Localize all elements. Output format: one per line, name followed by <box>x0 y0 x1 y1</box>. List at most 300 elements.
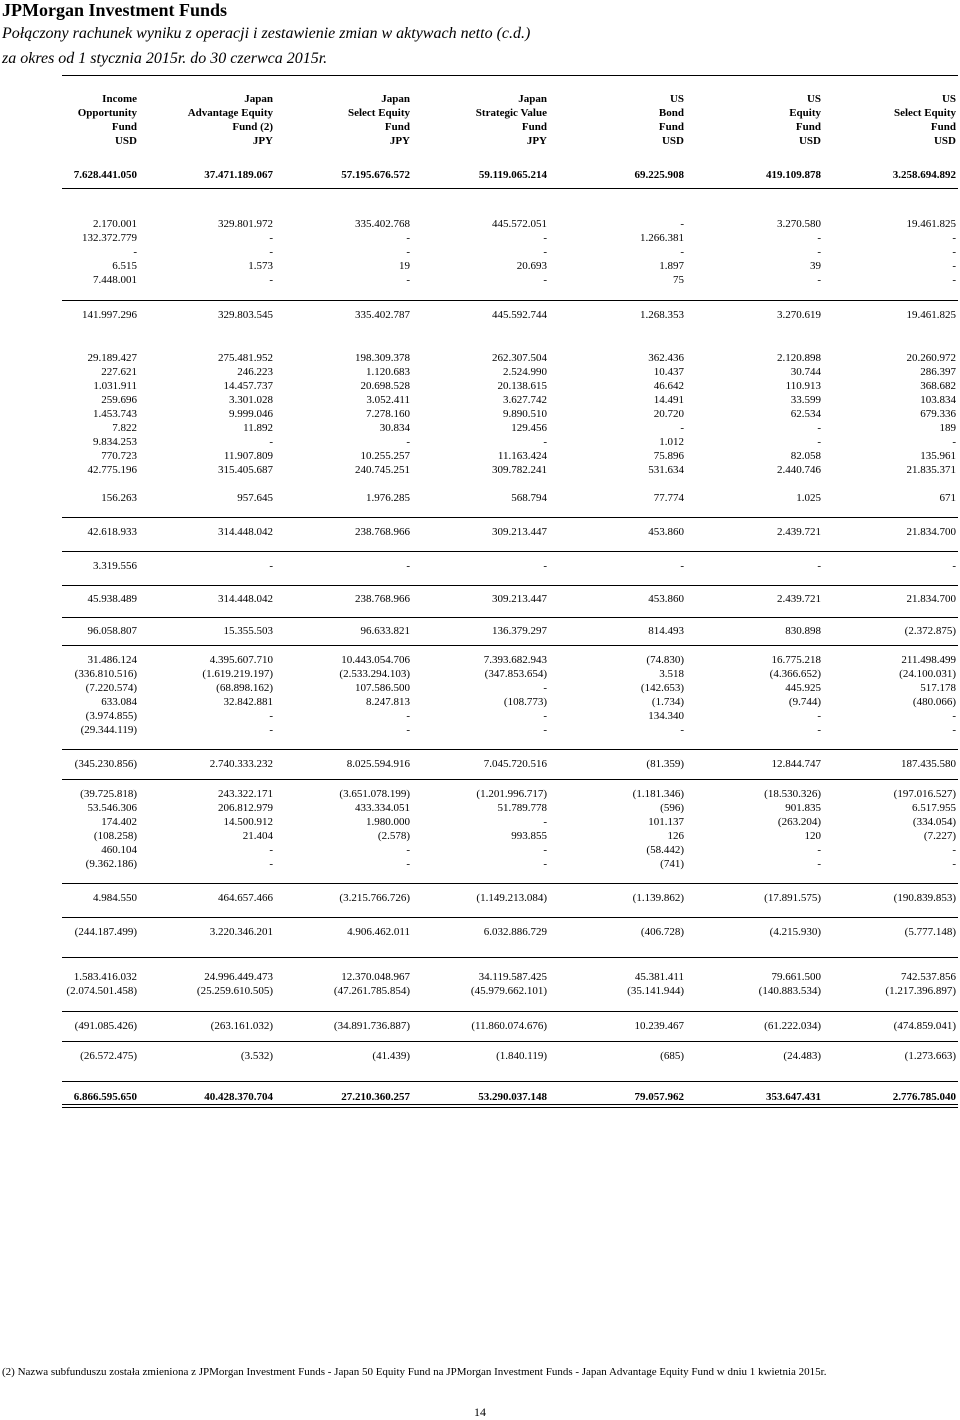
table-cell: - <box>817 844 821 856</box>
table-cell: 531.634 <box>648 464 684 476</box>
table-cell: - <box>543 274 547 286</box>
table-cell: 59.119.065.214 <box>478 169 547 181</box>
table-row <box>0 891 960 905</box>
column-header <box>711 92 821 148</box>
table-cell: 9.999.046 <box>229 408 273 420</box>
table-cell: (4.366.652) <box>769 668 821 680</box>
section-rule <box>62 188 958 189</box>
table-cell: 445.925 <box>785 682 821 694</box>
table-cell: 135.961 <box>920 450 956 462</box>
table-cell: 79.057.962 <box>634 1091 684 1103</box>
table-row <box>0 815 960 829</box>
table-cell: 7.045.720.516 <box>483 758 547 770</box>
table-cell: 136.379.297 <box>492 625 547 637</box>
table-cell: - <box>406 246 410 258</box>
table-cell: (35.141.944) <box>627 985 684 997</box>
table-cell: 464.657.466 <box>218 892 273 904</box>
table-cell: (9.362.186) <box>85 858 137 870</box>
table-cell: 445.572.051 <box>492 218 547 230</box>
table-row <box>0 843 960 857</box>
section-rule <box>62 779 958 780</box>
table-cell: 10.437 <box>653 366 684 378</box>
table-cell: (1.181.346) <box>632 788 684 800</box>
column-header-line: JPY <box>389 135 410 147</box>
table-cell: - <box>269 724 273 736</box>
table-cell: 77.774 <box>653 492 684 504</box>
table-cell: - <box>543 560 547 572</box>
table-row <box>0 379 960 393</box>
table-cell: 12.370.048.967 <box>341 971 410 983</box>
table-cell: 329.801.972 <box>218 218 273 230</box>
table-cell: 11.892 <box>243 422 273 434</box>
table-cell: 238.768.966 <box>355 526 410 538</box>
table-cell: 132.372.779 <box>82 232 137 244</box>
table-cell: 1.453.743 <box>93 408 137 420</box>
table-cell: 6.515 <box>112 260 137 272</box>
table-cell: 453.860 <box>648 593 684 605</box>
table-cell: - <box>543 858 547 870</box>
table-cell: (1.734) <box>651 696 684 708</box>
table-cell: (142.653) <box>640 682 684 694</box>
table-cell: - <box>406 710 410 722</box>
table-cell: (3.215.766.726) <box>339 892 410 904</box>
table-cell: 2.170.001 <box>93 218 137 230</box>
table-cell: 568.794 <box>511 492 547 504</box>
table-cell: (480.066) <box>912 696 956 708</box>
table-cell: (741) <box>660 858 684 870</box>
table-cell: (474.859.041) <box>893 1020 956 1032</box>
table-cell: - <box>952 844 956 856</box>
table-cell: 517.178 <box>920 682 956 694</box>
table-cell: - <box>543 246 547 258</box>
table-cell: (1.273.663) <box>904 1050 956 1062</box>
table-cell: 7.448.001 <box>93 274 137 286</box>
table-cell: (61.222.034) <box>764 1020 821 1032</box>
table-cell: 96.058.807 <box>87 625 137 637</box>
table-cell: 14.491 <box>653 394 684 406</box>
table-cell: - <box>952 246 956 258</box>
table-cell: 2.524.990 <box>503 366 547 378</box>
table-cell: 16.775.218 <box>771 654 821 666</box>
table-row <box>0 970 960 984</box>
column-header-line: USD <box>933 135 956 147</box>
table-cell: 187.435.580 <box>901 758 956 770</box>
table-row <box>0 787 960 801</box>
table-cell: 24.996.449.473 <box>204 971 273 983</box>
table-cell: - <box>680 422 684 434</box>
table-cell: 40.428.370.704 <box>204 1091 273 1103</box>
table-cell: 275.481.952 <box>218 352 273 364</box>
column-header-line: Japan <box>244 93 273 105</box>
table-row <box>0 559 960 573</box>
table-cell: 12.844.747 <box>771 758 821 770</box>
table-cell: 3.052.411 <box>366 394 410 406</box>
table-cell: (5.777.148) <box>904 926 956 938</box>
column-header-line: US <box>669 93 684 105</box>
table-cell: 11.907.809 <box>223 450 273 462</box>
table-cell: (26.572.475) <box>80 1050 137 1062</box>
table-cell: 30.744 <box>790 366 821 378</box>
table-cell: - <box>952 274 956 286</box>
report-period: za okres od 1 stycznia 2015r. do 30 czerwca 2015r. <box>2 50 328 67</box>
table-cell: 3.518 <box>659 668 684 680</box>
table-cell: 240.745.251 <box>355 464 410 476</box>
table-row <box>0 435 960 449</box>
table-cell: 1.120.683 <box>366 366 410 378</box>
report-title: Połączony rachunek wyniku z operacji i zestawienie zmian w aktywach netto (c.d.) <box>2 25 531 42</box>
table-cell: 134.340 <box>648 710 684 722</box>
table-cell: 1.025 <box>796 492 821 504</box>
table-cell: (18.530.326) <box>764 788 821 800</box>
table-cell: 8.025.594.916 <box>346 758 410 770</box>
column-header-line: Bond <box>658 107 684 119</box>
table-cell: 27.210.360.257 <box>341 1091 410 1103</box>
table-cell: (29.344.119) <box>80 724 137 736</box>
table-cell: 3.627.742 <box>503 394 547 406</box>
table-cell: (39.725.818) <box>80 788 137 800</box>
table-cell: 243.322.171 <box>218 788 273 800</box>
company-title: JPMorgan Investment Funds <box>2 0 228 20</box>
table-cell: - <box>680 724 684 736</box>
section-rule <box>62 585 958 586</box>
table-cell: - <box>817 232 821 244</box>
table-cell: (197.016.527) <box>893 788 956 800</box>
column-header-line: Fund <box>930 121 956 133</box>
table-cell: (263.161.032) <box>210 1020 273 1032</box>
column-header-line: Fund <box>111 121 137 133</box>
table-cell: - <box>543 710 547 722</box>
table-cell: - <box>543 232 547 244</box>
table-cell: (406.728) <box>640 926 684 938</box>
table-cell: 75 <box>673 274 684 286</box>
table-cell: 10.239.467 <box>634 1020 684 1032</box>
table-cell: 309.213.447 <box>492 593 547 605</box>
table-row <box>0 421 960 435</box>
table-cell: (24.483) <box>783 1050 821 1062</box>
header-rule <box>62 75 958 76</box>
table-cell: 6.517.955 <box>912 802 956 814</box>
table-cell: 21.834.700 <box>906 526 956 538</box>
table-cell: (17.891.575) <box>764 892 821 904</box>
table-cell: 46.642 <box>653 380 684 392</box>
table-cell: (11.860.074.676) <box>471 1020 547 1032</box>
table-cell: 110.913 <box>785 380 821 392</box>
table-cell: 901.835 <box>785 802 821 814</box>
table-cell: (34.891.736.887) <box>333 1020 410 1032</box>
table-cell: 671 <box>939 492 956 504</box>
table-cell: (108.258) <box>93 830 137 842</box>
table-cell: 433.334.051 <box>355 802 410 814</box>
table-cell: - <box>952 724 956 736</box>
table-cell: 445.592.744 <box>492 309 547 321</box>
table-cell: - <box>817 274 821 286</box>
table-cell: (24.100.031) <box>899 668 956 680</box>
table-cell: 1.583.416.032 <box>73 971 137 983</box>
table-cell: 993.855 <box>511 830 547 842</box>
table-cell: - <box>543 682 547 694</box>
table-cell: - <box>680 560 684 572</box>
table-cell: 211.498.499 <box>901 654 956 666</box>
table-cell: 1.980.000 <box>366 816 410 828</box>
table-cell: 11.163.424 <box>497 450 547 462</box>
table-cell: 6.866.595.650 <box>73 1091 137 1103</box>
table-cell: 33.599 <box>790 394 821 406</box>
table-cell: - <box>406 724 410 736</box>
table-cell: - <box>817 724 821 736</box>
table-row <box>0 681 960 695</box>
table-row <box>0 217 960 231</box>
section-rule <box>62 917 958 918</box>
table-cell: 770.723 <box>101 450 137 462</box>
column-header <box>574 92 684 148</box>
table-cell: 633.084 <box>101 696 137 708</box>
column-header-line: Equity <box>789 107 821 119</box>
table-cell: 32.842.881 <box>223 696 273 708</box>
table-cell: - <box>952 436 956 448</box>
table-cell: - <box>269 274 273 286</box>
table-cell: - <box>952 232 956 244</box>
table-row <box>0 801 960 815</box>
column-header-line: Income <box>102 93 137 105</box>
table-cell: 3.220.346.201 <box>209 926 273 938</box>
table-cell: (4.215.930) <box>769 926 821 938</box>
table-cell: 126 <box>667 830 684 842</box>
table-row <box>0 653 960 667</box>
section-rule <box>62 1011 958 1012</box>
table-cell: 9.834.253 <box>93 436 137 448</box>
table-cell: - <box>817 246 821 258</box>
table-row <box>0 365 960 379</box>
table-cell: - <box>680 246 684 258</box>
table-row <box>0 667 960 681</box>
table-cell: - <box>952 560 956 572</box>
column-header-line: Fund <box>521 121 547 133</box>
table-cell: 19.461.825 <box>906 218 956 230</box>
table-row <box>0 723 960 737</box>
table-cell: 1.012 <box>659 436 684 448</box>
table-cell: 20.720 <box>653 408 684 420</box>
section-rule <box>62 617 958 618</box>
table-cell: - <box>406 232 410 244</box>
table-row <box>0 308 960 322</box>
table-cell: 174.402 <box>101 816 137 828</box>
table-row <box>0 393 960 407</box>
table-cell: 3.270.580 <box>777 218 821 230</box>
table-cell: 14.457.737 <box>223 380 273 392</box>
table-cell: 4.395.607.710 <box>209 654 273 666</box>
table-row <box>0 168 960 182</box>
table-cell: 103.834 <box>920 394 956 406</box>
table-cell: 7.822 <box>112 422 137 434</box>
table-cell: 31.486.124 <box>87 654 137 666</box>
table-cell: (2.578) <box>377 830 410 842</box>
column-header <box>846 92 956 148</box>
table-cell: 679.336 <box>920 408 956 420</box>
table-cell: (1.217.396.897) <box>885 985 956 997</box>
table-cell: 4.906.462.011 <box>347 926 410 938</box>
table-cell: - <box>406 274 410 286</box>
table-row <box>0 757 960 771</box>
table-cell: 30.834 <box>379 422 410 434</box>
table-cell: - <box>817 422 821 434</box>
table-cell: 15.355.503 <box>223 625 273 637</box>
table-cell: 53.546.306 <box>87 802 137 814</box>
table-row <box>0 1019 960 1033</box>
table-cell: - <box>269 844 273 856</box>
section-rule <box>62 1081 958 1082</box>
table-cell: - <box>269 232 273 244</box>
table-cell: 286.397 <box>920 366 956 378</box>
table-cell: 314.448.042 <box>218 526 273 538</box>
column-header-line: USD <box>661 135 684 147</box>
table-cell: (347.853.654) <box>484 668 547 680</box>
table-cell: - <box>406 844 410 856</box>
column-header-line: USD <box>114 135 137 147</box>
table-row <box>0 273 960 287</box>
footnote: (2) Nazwa subfunduszu została zmieniona z JPMorgan Investment Funds - Japan 50 Equity Fund na JPMorgan Investment Funds - Japan Advantage Equity Fund w dniu 1 kwietnia 2015r. <box>2 1366 827 1378</box>
table-cell: (25.259.610.505) <box>196 985 273 997</box>
table-cell: 1.897 <box>659 260 684 272</box>
table-cell: 315.405.687 <box>218 464 273 476</box>
section-rule <box>62 749 958 750</box>
table-cell: 1.031.911 <box>93 380 137 392</box>
table-cell: 1.976.285 <box>366 492 410 504</box>
table-cell: 42.618.933 <box>87 526 137 538</box>
section-rule <box>62 645 958 646</box>
table-cell: 7.628.441.050 <box>73 169 137 181</box>
column-header-line: Fund <box>795 121 821 133</box>
table-cell: (596) <box>660 802 684 814</box>
page-number: 14 <box>474 1405 486 1419</box>
table-cell: 227.621 <box>101 366 137 378</box>
column-header-line: Select Equity <box>347 107 410 119</box>
table-cell: (1.201.996.717) <box>476 788 547 800</box>
table-cell: 2.440.746 <box>777 464 821 476</box>
table-cell: 45.938.489 <box>87 593 137 605</box>
table-cell: 21.835.371 <box>906 464 956 476</box>
table-cell: 2.439.721 <box>777 593 821 605</box>
section-rule <box>62 300 958 301</box>
table-cell: 198.309.378 <box>355 352 410 364</box>
table-cell: (81.359) <box>646 758 684 770</box>
table-cell: (491.085.426) <box>74 1020 137 1032</box>
table-row <box>0 259 960 273</box>
table-cell: 10.443.054.706 <box>341 654 410 666</box>
table-cell: (9.744) <box>788 696 821 708</box>
table-cell: 21.834.700 <box>906 593 956 605</box>
table-row <box>0 491 960 505</box>
section-rule <box>62 517 958 518</box>
table-cell: 329.803.545 <box>218 309 273 321</box>
table-cell: 246.223 <box>237 366 273 378</box>
table-row <box>0 463 960 477</box>
table-cell: - <box>817 436 821 448</box>
table-cell: 189 <box>939 422 956 434</box>
table-cell: (263.204) <box>777 816 821 828</box>
table-cell: (41.439) <box>372 1050 410 1062</box>
table-cell: - <box>406 436 410 448</box>
table-cell: 3.301.028 <box>229 394 273 406</box>
table-cell: (1.139.862) <box>632 892 684 904</box>
total-double-rule <box>62 1104 958 1105</box>
column-header-line: Japan <box>518 93 547 105</box>
table-cell: 34.119.587.425 <box>478 971 547 983</box>
table-cell: - <box>952 858 956 870</box>
table-cell: 20.693 <box>516 260 547 272</box>
table-cell: 20.698.528 <box>360 380 410 392</box>
table-cell: 37.471.189.067 <box>204 169 273 181</box>
section-rule <box>62 957 958 958</box>
table-cell: 57.195.676.572 <box>341 169 410 181</box>
table-cell: - <box>406 858 410 870</box>
table-cell: - <box>269 436 273 448</box>
table-cell: 7.393.682.943 <box>483 654 547 666</box>
table-cell: - <box>269 246 273 258</box>
table-cell: (345.230.856) <box>74 758 137 770</box>
table-cell: 1.268.353 <box>640 309 684 321</box>
table-cell: (140.883.534) <box>758 985 821 997</box>
table-cell: 39 <box>810 260 821 272</box>
table-cell: 460.104 <box>101 844 137 856</box>
table-cell: 129.456 <box>511 422 547 434</box>
table-cell: 21.404 <box>242 830 273 842</box>
table-row <box>0 829 960 843</box>
table-cell: (3.651.078.199) <box>339 788 410 800</box>
table-cell: 362.436 <box>648 352 684 364</box>
table-cell: 156.263 <box>101 492 137 504</box>
table-row <box>0 592 960 606</box>
column-header-line: Advantage Equity <box>187 107 273 119</box>
table-cell: (1.149.213.084) <box>476 892 547 904</box>
table-cell: 79.661.500 <box>771 971 821 983</box>
table-cell: (1.619.219.197) <box>202 668 273 680</box>
total-double-rule <box>62 1107 958 1108</box>
table-cell: - <box>817 710 821 722</box>
table-cell: 742.537.856 <box>901 971 956 983</box>
table-cell: 20.138.615 <box>497 380 547 392</box>
table-cell: 309.213.447 <box>492 526 547 538</box>
table-cell: 107.586.500 <box>355 682 410 694</box>
table-cell: - <box>406 560 410 572</box>
table-cell: (58.442) <box>646 844 684 856</box>
table-cell: (1.840.119) <box>496 1050 547 1062</box>
table-cell: - <box>543 816 547 828</box>
table-cell: - <box>680 218 684 230</box>
table-row <box>0 449 960 463</box>
table-cell: (244.187.499) <box>74 926 137 938</box>
table-cell: 101.137 <box>648 816 684 828</box>
table-cell: (685) <box>660 1050 684 1062</box>
column-header <box>437 92 547 148</box>
table-cell: 29.189.427 <box>87 352 137 364</box>
table-row <box>0 1049 960 1063</box>
table-cell: 53.290.037.148 <box>478 1091 547 1103</box>
column-header <box>300 92 410 148</box>
table-cell: 2.439.721 <box>777 526 821 538</box>
table-cell: 368.682 <box>920 380 956 392</box>
table-cell: 10.255.257 <box>360 450 410 462</box>
table-cell: - <box>543 724 547 736</box>
table-cell: 45.381.411 <box>634 971 684 983</box>
table-cell: (7.227) <box>923 830 956 842</box>
table-cell: 1.266.381 <box>640 232 684 244</box>
table-cell: (47.261.785.854) <box>333 985 410 997</box>
table-cell: 8.247.813 <box>366 696 410 708</box>
table-cell: 453.860 <box>648 526 684 538</box>
column-header-line: Fund <box>384 121 410 133</box>
table-cell: (2.074.501.458) <box>66 985 137 997</box>
table-cell: 262.307.504 <box>492 352 547 364</box>
